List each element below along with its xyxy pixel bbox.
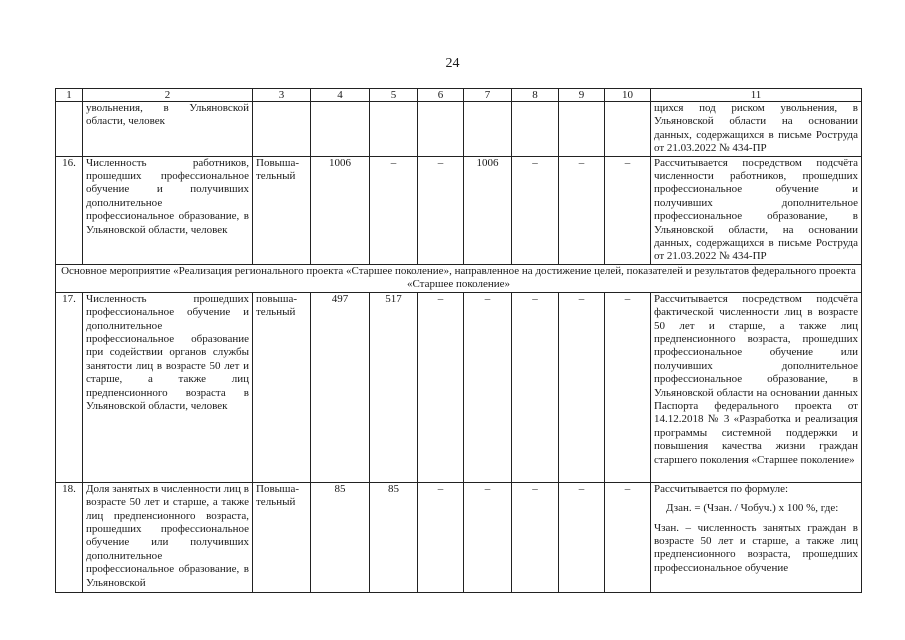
value-col4: 85 bbox=[311, 482, 370, 592]
column-header: 9 bbox=[559, 89, 605, 102]
value-col5: 517 bbox=[370, 292, 418, 482]
column-header: 2 bbox=[83, 89, 253, 102]
value-col9: – bbox=[559, 156, 605, 264]
value-col5: 85 bbox=[370, 482, 418, 592]
value-col7: – bbox=[464, 482, 512, 592]
formula: Дзан. = (Чзан. / Чобуч.) х 100 %, где: bbox=[666, 502, 839, 515]
value-col4: 1006 bbox=[311, 156, 370, 264]
formula-intro: Рассчитывается по формуле: bbox=[654, 482, 789, 495]
indicator-name: Численность работников, прошедших профессиональное обучение и получивших дополнительное профессиональное образование, в Ульяновской области, человек bbox=[83, 156, 253, 264]
column-header: 10 bbox=[605, 89, 651, 102]
formula-definition: Чзан. – численность занятых граждан в возрасте 50 лет и старше, а также лиц предпенсионного возраста, прошедших профессиональное обучение bbox=[654, 521, 858, 574]
column-header: 1 bbox=[56, 89, 83, 102]
value-col9 bbox=[559, 102, 605, 157]
direction bbox=[253, 102, 311, 157]
table-row bbox=[56, 292, 862, 482]
value-col4 bbox=[311, 102, 370, 157]
direction: Повыша-тельный bbox=[253, 156, 311, 264]
row-number bbox=[56, 102, 83, 157]
value-col10: – bbox=[605, 292, 651, 482]
row-number: 18. bbox=[56, 482, 83, 592]
value-col7 bbox=[464, 102, 512, 157]
calculation-note: Рассчитывается посредством подсчёта численности работников, прошедших профессиональное обучение и получивших дополнительное профессиональное образование, в Ульяновской области, на основании данных, содержащихся в письме Роструда от 21.03.2022 № 434-ПР bbox=[651, 156, 862, 264]
calculation-note bbox=[651, 482, 862, 592]
value-col10 bbox=[605, 102, 651, 157]
direction: Повыша-тельный bbox=[253, 482, 311, 592]
section-title: Основное мероприятие «Реализация регионального проекта «Старшее поколение», направленное на достижение целей, показателей и результатов федерального проекта «Старшее поколение» bbox=[56, 264, 862, 292]
value-col6: – bbox=[418, 156, 464, 264]
value-col10: – bbox=[605, 156, 651, 264]
indicators-table bbox=[55, 88, 862, 593]
table-row bbox=[56, 102, 862, 157]
header-row bbox=[56, 89, 862, 102]
column-header: 8 bbox=[512, 89, 559, 102]
table-row bbox=[56, 156, 862, 264]
value-col6 bbox=[418, 102, 464, 157]
direction: повыша-тельный bbox=[253, 292, 311, 482]
value-col9: – bbox=[559, 482, 605, 592]
value-col9: – bbox=[559, 292, 605, 482]
column-header: 3 bbox=[253, 89, 311, 102]
value-col8: – bbox=[512, 292, 559, 482]
indicator-name: Численность прошедших профессиональное обучение и дополнительное профессиональное образование при содействии органов службы занятости лиц в возрасте 50 лет и старше, а также лиц предпенсионного возраста в Ульяновской области, человек bbox=[83, 292, 253, 482]
column-header: 6 bbox=[418, 89, 464, 102]
column-header: 11 bbox=[651, 89, 862, 102]
indicator-name: увольнения, в Ульяновской области, человек bbox=[83, 102, 253, 157]
column-header: 4 bbox=[311, 89, 370, 102]
value-col6: – bbox=[418, 482, 464, 592]
value-col8: – bbox=[512, 482, 559, 592]
value-col7: – bbox=[464, 292, 512, 482]
value-col6: – bbox=[418, 292, 464, 482]
section-row bbox=[56, 264, 862, 292]
column-header: 5 bbox=[370, 89, 418, 102]
column-header: 7 bbox=[464, 89, 512, 102]
value-col10: – bbox=[605, 482, 651, 592]
calculation-note: щихся под риском увольнения, в Ульяновской области на основании данных, содержащихся в письме Роструда от 21.03.2022 № 434-ПР bbox=[651, 102, 862, 157]
table-row bbox=[56, 482, 862, 592]
indicator-name: Доля занятых в численности лиц в возрасте 50 лет и старше, а также лиц предпенсионного возраста, прошедших профессиональное обучение или получивших дополнительное профессиональное образование, в Ульяновской bbox=[83, 482, 253, 592]
value-col5 bbox=[370, 102, 418, 157]
value-col8 bbox=[512, 102, 559, 157]
value-col4: 497 bbox=[311, 292, 370, 482]
calculation-note: Рассчитывается посредством подсчёта фактической численности лиц в возрасте 50 лет и старше, а также лиц предпенсионного возраста, прошедших профессиональное обучение или получивших дополнительное профессиональное образование, в Ульяновской области на основании данных Паспорта федерального проекта от 14.12.2018 № 3 «Разработка и реализация программы системной поддержки и повышения качества жизни граждан старшего поколения «Старшее поколение» bbox=[651, 292, 862, 482]
page-number: 24 bbox=[445, 56, 460, 71]
value-col7: 1006 bbox=[464, 156, 512, 264]
value-col8: – bbox=[512, 156, 559, 264]
value-col5: – bbox=[370, 156, 418, 264]
row-number: 16. bbox=[56, 156, 83, 264]
row-number: 17. bbox=[56, 292, 83, 482]
